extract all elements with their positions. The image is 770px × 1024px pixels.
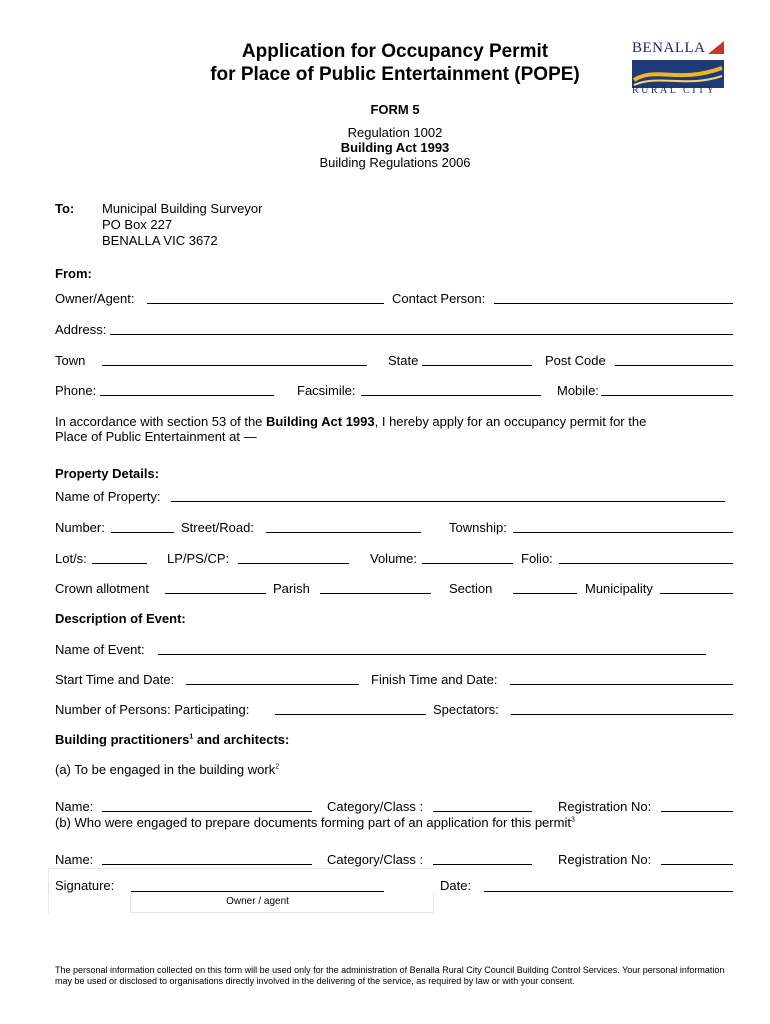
state-field[interactable] [422, 365, 532, 366]
to-label: To: [55, 201, 75, 216]
owner-agent-label: Owner/Agent: [55, 291, 135, 306]
folio-field[interactable] [559, 563, 733, 564]
start-time-label: Start Time and Date: [55, 672, 175, 687]
number-label: Number: [55, 520, 105, 535]
owner-agent-caption: Owner / agent [226, 896, 289, 907]
address-field[interactable] [110, 334, 733, 335]
parish-field[interactable] [320, 593, 431, 594]
form-number: FORM 5 [370, 102, 420, 117]
regulations: Building Regulations 2006 [319, 155, 471, 170]
post-code-field[interactable] [615, 365, 733, 366]
township-field[interactable] [513, 532, 733, 533]
practitioner-a-name-field[interactable] [102, 811, 312, 812]
spectators-label: Spectators: [433, 702, 499, 717]
spectators-field[interactable] [511, 714, 733, 715]
lots-field[interactable] [92, 563, 147, 564]
mobile-field[interactable] [601, 395, 733, 396]
owner-agent-field[interactable] [147, 303, 384, 304]
municipality-label: Municipality [585, 581, 653, 596]
practitioner-a-category-field[interactable] [433, 811, 532, 812]
contact-person-field[interactable] [494, 303, 733, 304]
participating-field[interactable] [275, 714, 426, 715]
practitioner-b-registration-label: Registration No: [558, 852, 652, 867]
event-name-field[interactable] [158, 654, 706, 655]
parish-label: Parish [273, 581, 310, 596]
practitioners-heading: Building practitioners$^1$ and architects: [55, 732, 290, 747]
finish-time-label: Finish Time and Date: [371, 672, 498, 687]
practitioner-a-registration-label: Registration No: [558, 799, 652, 814]
practitioner-b-name-label: Name: [55, 852, 94, 867]
declaration-line-2: Place of Public Entertainment at — [55, 429, 257, 444]
date-label: Date: [440, 878, 472, 893]
practitioner-b-registration-field[interactable] [661, 864, 733, 865]
crown-allotment-label: Crown allotment [55, 581, 149, 596]
declaration-line-1: In accordance with section 53 of the Building Act 1993, I hereby apply for an occupancy permit for the [55, 414, 647, 429]
town-label: Town [55, 353, 86, 368]
township-label: Township: [449, 520, 507, 535]
signature-label: Signature: [55, 878, 115, 893]
to-line-1: Municipal Building Surveyor [102, 201, 263, 216]
mobile-label: Mobile: [557, 383, 599, 398]
post-code-label: Post Code [545, 353, 606, 368]
property-name-label: Name of Property: [55, 489, 161, 504]
number-field[interactable] [111, 532, 174, 533]
lp-ps-cp-field[interactable] [238, 563, 349, 564]
volume-label: Volume: [370, 551, 417, 566]
section-label: Section [449, 581, 493, 596]
lp-ps-cp-label: LP/PS/CP: [167, 551, 230, 566]
phone-label: Phone: [55, 383, 97, 398]
facsimile-label: Facsimile: [297, 383, 356, 398]
lots-label: Lot/s: [55, 551, 87, 566]
benalla-logo: BENALLA RURAL CITY [628, 38, 728, 98]
privacy-notice: The personal information collected on this form will be used only for the administration of Benalla Rural City Council Building Control Services. Your personal information may be used or disclosed to organisations directly involved in the delivering of the service, as required by law or with your consent. [55, 965, 725, 986]
contact-person-label: Contact Person: [392, 291, 486, 306]
engaged-building-work-label: (a) To be engaged in the building work$^2$ [55, 762, 280, 777]
participating-label: Number of Persons: Participating: [55, 702, 250, 717]
to-line-3: BENALLA VIC 3672 [102, 233, 218, 248]
practitioner-a-name-label: Name: [55, 799, 94, 814]
section-field[interactable] [513, 593, 577, 594]
practitioner-b-name-field[interactable] [102, 864, 312, 865]
municipality-field[interactable] [660, 593, 733, 594]
page-title: Application for Occupancy Permit for Place of Public Entertainment (POPE) [210, 41, 580, 85]
start-time-field[interactable] [186, 684, 359, 685]
from-heading: From: [55, 266, 92, 281]
property-name-field[interactable] [171, 501, 725, 502]
facsimile-field[interactable] [361, 395, 541, 396]
act-name: Building Act 1993 [340, 140, 450, 155]
town-field[interactable] [102, 365, 367, 366]
practitioner-a-registration-field[interactable] [661, 811, 733, 812]
property-heading: Property Details: [55, 466, 160, 481]
event-heading: Description of Event: [55, 611, 186, 626]
regulation: Regulation 1002 [347, 125, 443, 140]
street-road-field[interactable] [266, 532, 421, 533]
folio-label: Folio: [521, 551, 553, 566]
signature-field[interactable] [131, 891, 384, 892]
practitioner-a-category-label: Category/Class : [327, 799, 424, 814]
engaged-documents-label: (b) Who were engaged to prepare documents forming part of an application for this permit$^3$ [55, 815, 575, 830]
to-line-2: PO Box 227 [102, 217, 173, 232]
finish-time-field[interactable] [510, 684, 733, 685]
date-field[interactable] [484, 891, 733, 892]
phone-field[interactable] [100, 395, 274, 396]
practitioner-b-category-label: Category/Class : [327, 852, 424, 867]
address-label: Address: [55, 322, 107, 337]
state-label: State [388, 353, 419, 368]
street-road-label: Street/Road: [181, 520, 254, 535]
practitioner-b-category-field[interactable] [433, 864, 532, 865]
volume-field[interactable] [422, 563, 513, 564]
event-name-label: Name of Event: [55, 642, 145, 657]
crown-allotment-field[interactable] [165, 593, 266, 594]
